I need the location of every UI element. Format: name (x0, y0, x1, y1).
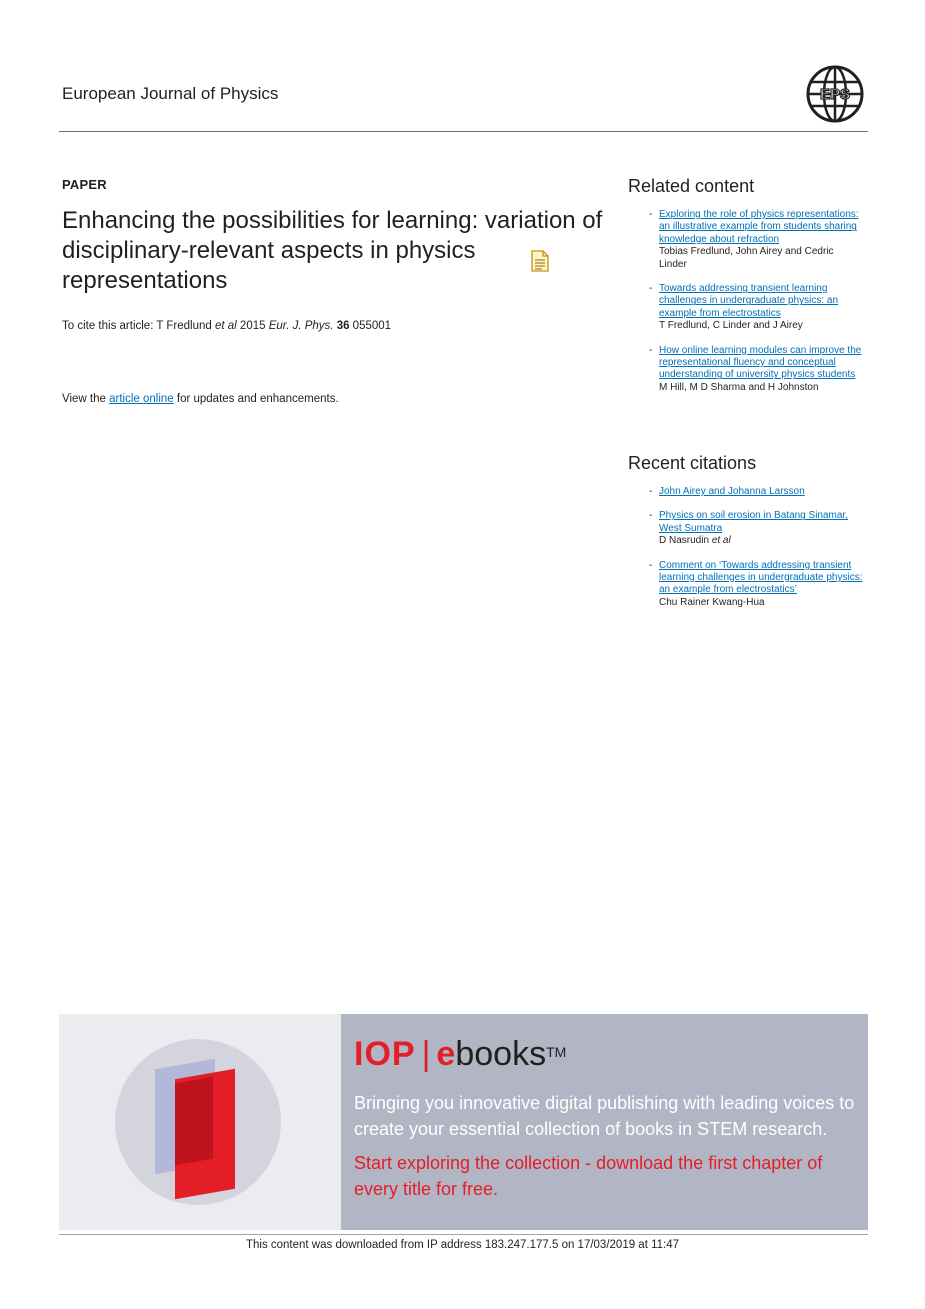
list-item: - Physics on soil erosion in Batang Sinamar, West Sumatra D Nasrudin et al (649, 510, 864, 547)
list-item: - Exploring the role of physics representations: an illustrative example from students sharing knowledge about refraction Tobias Fredlund, John Airey and Cedric Linder (649, 209, 864, 271)
list-item: - John Airey and Johanna Larsson (649, 486, 805, 497)
document-icon[interactable] (531, 250, 549, 272)
recent-citations-list (649, 486, 864, 621)
recent-authors-2: D Nasrudin et al (659, 535, 731, 547)
related-link-3[interactable]: How online learning modules can improve the representational fluency and conceptual understanding of university physics students (659, 344, 862, 381)
iop-ebooks-ad-banner[interactable] (59, 1014, 868, 1230)
citation-volume: 36 (336, 320, 350, 332)
download-note: This content was downloaded from IP address 183.247.177.5 on 17/03/2019 at 11:47 (245, 1239, 680, 1251)
svg-text:EPS: EPS (819, 86, 851, 103)
list-item: - Towards addressing transient learning challenges in undergraduate physics: an example from electrostatics T Fredlund, C Linder and J Airey (649, 283, 864, 333)
footer-divider (59, 1234, 868, 1235)
ad-call-to-action[interactable]: Start exploring the collection - download the first chapter of every title for free. (354, 1153, 823, 1199)
book-icon-shade (175, 1077, 213, 1166)
view-suffix: for updates and enhancements. (173, 393, 339, 405)
related-content-heading: Related content (628, 176, 755, 196)
related-content-list (649, 209, 864, 406)
ad-artwork-panel (59, 1014, 341, 1230)
related-link-1[interactable]: Exploring the role of physics representations: an illustrative example from students sharing knowledge about refraction (659, 209, 859, 245)
recent-link-2[interactable]: Physics on soil erosion in Batang Sinamar, West Sumatra (659, 510, 848, 534)
list-item: - Comment on ‘Towards addressing transient learning challenges in undergraduate physics: an example from electrostatics’ Chu Rainer Kwang-Hua (649, 559, 863, 608)
citation-article-number: 055001 (349, 320, 392, 332)
recent-link-3[interactable]: Comment on ‘Towards addressing transient learning challenges in undergraduate physics: an example from electrostatics’ (659, 559, 863, 596)
list-item: - How online learning modules can improve the representational fluency and conceptual understanding of university physics students M Hill, M D Sharma and H Johnston (649, 345, 864, 395)
header-divider (59, 131, 868, 132)
recent-link-1[interactable]: John Airey and Johanna Larsson (659, 486, 805, 497)
related-authors-2: T Fredlund, C Linder and J Airey (659, 320, 803, 332)
citation-prefix: To cite this article: T Fredlund (62, 320, 215, 332)
recent-citations-heading: Recent citations (628, 453, 757, 473)
related-link-2[interactable]: Towards addressing transient learning challenges in undergraduate physics: an example from electrostatics (659, 283, 839, 319)
related-authors-1: Tobias Fredlund, John Airey and Cedric Linder (659, 246, 834, 270)
eps-globe-logo-icon (805, 64, 865, 124)
article-title: Enhancing the possibilities for learning: variation of disciplinary-relevant aspects in physics representations (62, 207, 603, 294)
article-online-link[interactable]: article online (109, 393, 174, 405)
citation-etal: et al (214, 320, 237, 332)
ad-tagline: Bringing you innovative digital publishing with leading voices to create your essential collection of books in STEM research. (354, 1093, 855, 1139)
citation-journal: Eur. J. Phys. (268, 320, 334, 332)
citation-line (62, 320, 391, 332)
view-online-line (62, 393, 339, 405)
view-prefix: View the (62, 393, 110, 405)
recent-authors-3: Chu Rainer Kwang-Hua (659, 596, 765, 608)
iop-ebooks-logo: IOP | ebooks™ (354, 1035, 567, 1073)
related-authors-3: M Hill, M D Sharma and H Johnston (659, 381, 819, 393)
citation-year: 2015 (236, 320, 269, 332)
journal-name: European Journal of Physics (62, 84, 279, 103)
article-type-label: PAPER (62, 177, 107, 192)
